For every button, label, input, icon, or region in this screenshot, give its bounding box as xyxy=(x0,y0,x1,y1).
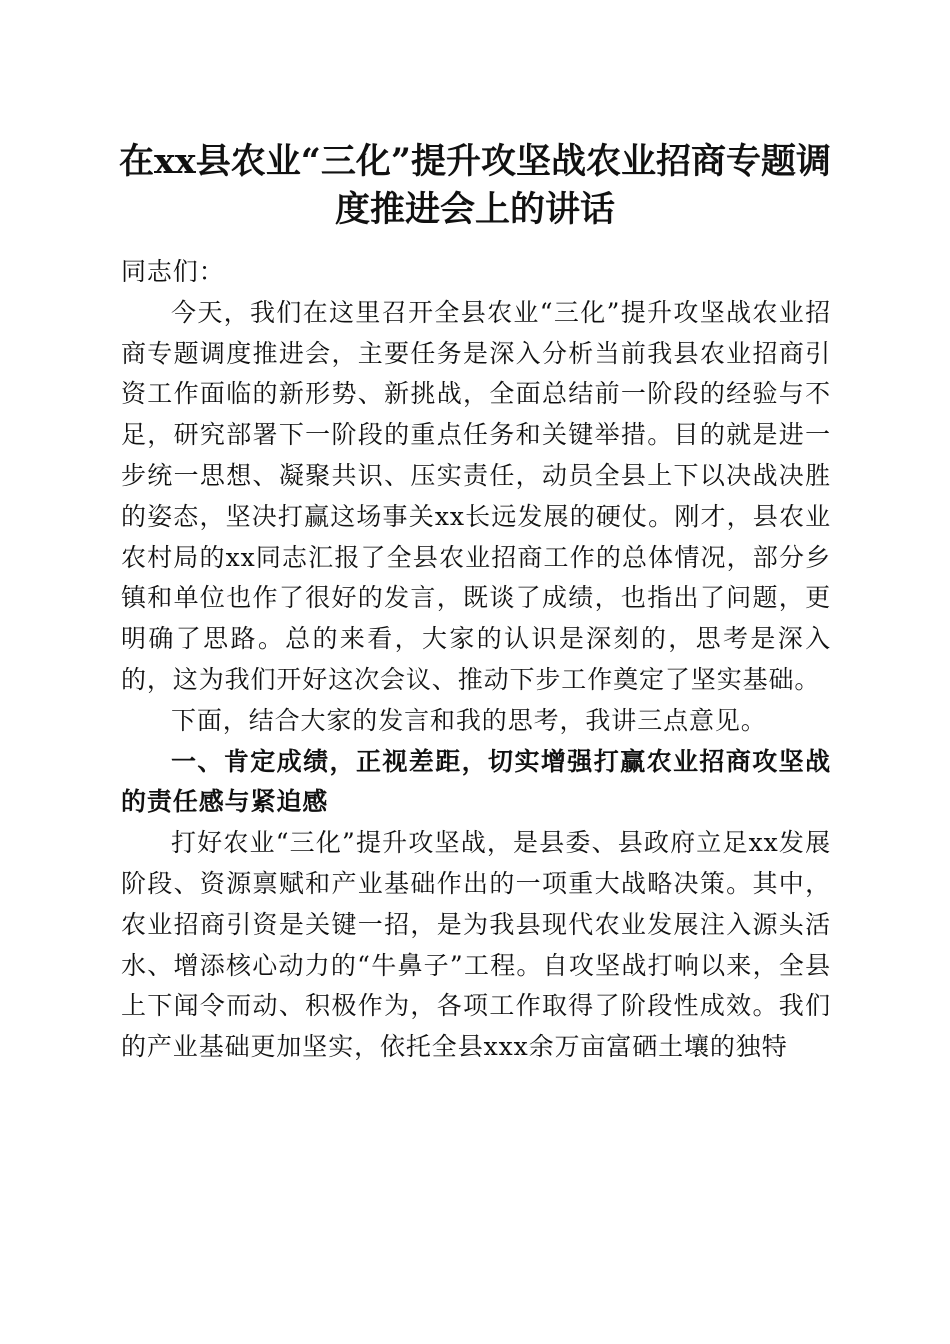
body-paragraph: 打好农业“三化”提升攻坚战，是县委、县政府立足xx发展阶段、资源禀赋和产业基础作出的一项重大战略决策。其中，农业招商引资是关键一招，是为我县现代农业发展注入源头活水、增添核心动力的“牛鼻子”工程。自攻坚战打响以来，全县上下闻令而动、积极作为，各项工作取得了阶段性成效。我们的产业基础更加坚实，依托全县xxx余万亩富硒土壤的独特 xyxy=(121,828,831,1062)
document-title: 在xx县农业“三化”提升攻坚战农业招商专题调度推进会上的讲话 xyxy=(119,141,831,230)
document-body xyxy=(121,252,831,1068)
body-paragraph: 下面，结合大家的发言和我的思考，我讲三点意见。 xyxy=(171,705,767,735)
salutation: 同志们： xyxy=(121,257,225,286)
section-heading: 一、肯定成绩，正视差距，切实增强打赢农业招商攻坚战的责任感与紧迫感 xyxy=(121,746,831,817)
body-paragraph: 今天，我们在这里召开全县农业“三化”提升攻坚战农业招商专题调度推进会，主要任务是深入分析当前我县农业招商引资工作面临的新形势、新挑战，全面总结前一阶段的经验与不足，研究部署下一阶段的重点任务和关键举措。目的就是进一步统一思想、凝聚共识、压实责任，动员全县上下以决战决胜的姿态，坚决打赢这场事关xx长远发展的硬仗。刚才，县农业农村局的xx同志汇报了全县农业招商工作的总体情况，部分乡镇和单位也作了很好的发言，既谈了成绩，也指出了问题，更明确了思路。总的来看，大家的认识是深刻的，思考是深入的，这为我们开好这次会议、推动下步工作奠定了坚实基础。 xyxy=(121,297,831,694)
